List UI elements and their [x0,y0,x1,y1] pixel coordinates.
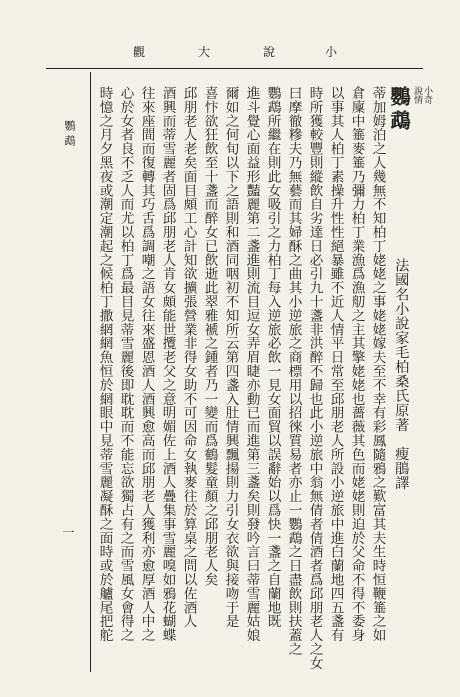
body-column: 喜忭欲狂飲至十盞而醉女已飲逝此翠雅褫之鍾者乃一變而爲鶴髮童顏之邱朋老人矣 [201,86,218,587]
header-char: 觀 [133,45,146,59]
header-char: 小 [325,45,338,59]
body-column: 時所獲較豐則縱飲自劣達日必引九十盞非洪醉不歸也此小逆旅中翁無倩者倩酒者爲邱朋老人之女 [306,86,323,670]
body-column: 倉廩中箠麥箠乃彌力柏丁業漁爲漁舠之主其擎姥姥也薔薇其色而姥姥則迫於父命不得不委身 [348,86,365,642]
story-title: 鸚鵡 [387,86,411,134]
header-char: 說 [263,45,276,59]
body-column: 鸚鵡所繼在則此女吸引之力柏丁每入逆旅必飲一見女面貿以誤辭始以爲快一盞之自蘭地既 [264,86,281,629]
header-char: 大 [198,45,211,59]
header-rule [46,68,423,69]
margin-divider [90,72,91,672]
body-column: 以事其人柏丁素操升性性絕暴雖不近人情平日常至邱朋老人所設小逆旅中進白蘭地四五盞有 [327,86,344,642]
page-number: 一 [61,526,75,538]
body-column: 曰摩徹糝夫乃無藝而其婦酥之曲其小逆旅之商標用以招徠質易者亦止一鸚鵡之日盡飲則扶蓋之 [285,86,302,656]
body-column: 進斗覺心面益形豔麗第二盞進則流目逗女弄眉睫亦動已而進第三盞矣則發吟言曰蒂雪麗姑娘 [243,86,260,642]
body-column: 時憶之月夕黑夜或潮定潮起之候柏丁撒網網魚恒於網眼中見蒂雪麗凝酥之面時或於艫尾把舵 [96,86,113,642]
body-column: 往來座間而復轉其巧舌爲調嘲之語女往來盛恩酒人酒興愈高而邱朋老人獲利亦愈厚酒人中之 [138,86,155,642]
side-title: 鸚鵡 [63,120,76,150]
body-column: 邱朋老人老矣面目頗工心計知欲擴張營業非得女助不可因命女執麥往於算桌之問以佐酒人 [180,86,197,629]
series-tag: 說情 [412,86,422,104]
body-column: 爾如之何旬以下之語則和酒同咽初不知所云第四盞入肚情興飄揚則力引女衣欲與接吻于是 [222,86,239,629]
byline: 法國名小說家毛柏桑氏原著 瘦鵑譯 [393,258,410,490]
body-column: 心於女者良不乏人而尤以柏丁爲最目見蒂雪麗後即耽耽而不能忘欲獨占有之而雪風女會得之 [117,86,134,642]
series-tag: 小奇 [422,86,432,104]
body-column: 酒興而蒂雪麗者固爲邱朋老人肯女頗能世攬老父之意明媚佐上酒人疊集事雪麗嗅如鴉花蝴蝶 [159,86,176,642]
body-column: 蒂加姆泊之人幾無不知柏丁姥姥之事姥姥嫁夫至不幸有彩鳳隨鴉之歎富其夫生時恒鞭箠之如 [369,86,386,642]
